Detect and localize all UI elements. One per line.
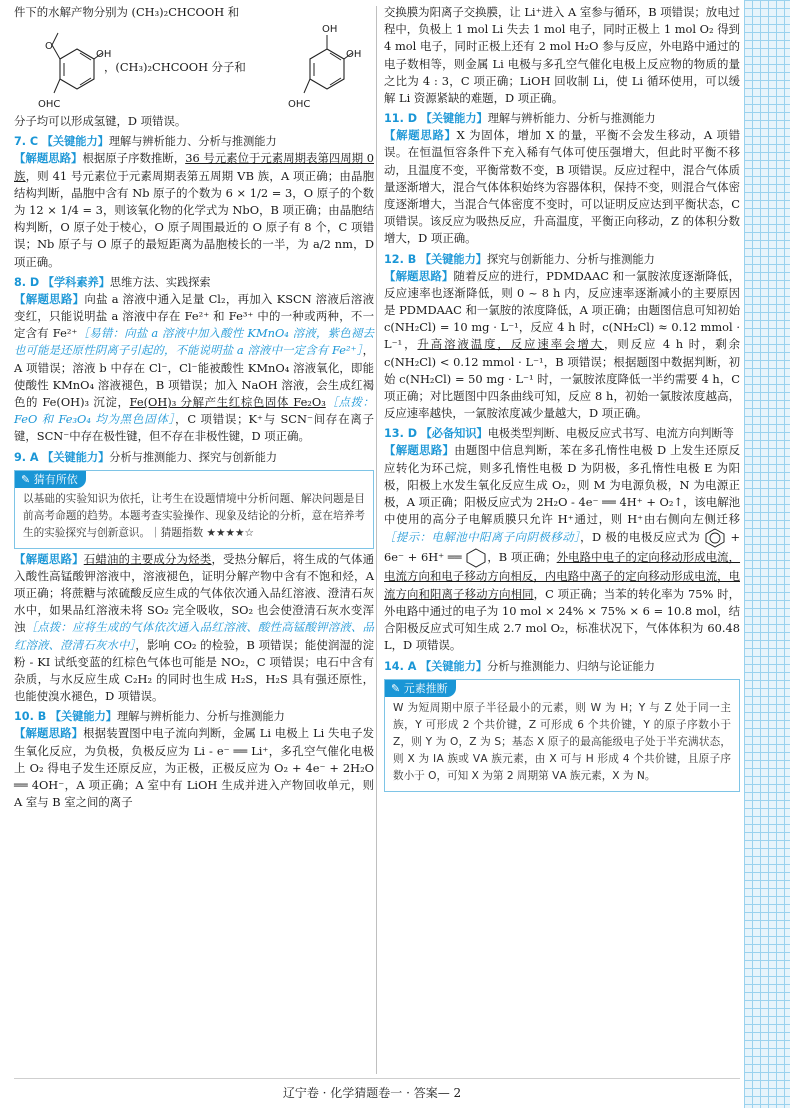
q12-label: 【解题思路】 [384,268,454,283]
q14-tag-text: 分析与推测能力、归纳与论证能力 [487,659,655,673]
q7-solution: 【解题思路】根据原子序数推断，36 号元素位于元素周期表第四周期 0 族，则 41 号元素位于元素周期表第五周期 ⅤB 族，A 项正确；由晶胞结构判断，晶胞中含有 Nb 原子的个数为 6 × 1/2 = 3，O 原子的个数为 12 × 1/4 = 3，则该氧化物的化学式为 NbO，B 项正确；由晶胞结构判断，O 原子处于棱心，O 原子周围最近的 O 原子有 8 个，C 项错误；Nb 原子与 O 原子的最短距离为晶胞棱长的一半，为 a/2 nm，D 项正确。 [14,151,374,269]
mol-oh-label-top: OH [322,24,338,36]
q10-continued: 交换膜为阳离子交换膜，让 Li⁺进入 A 室参与循环，B 项错误；放电过程中，负极上 1 mol Li 失去 1 mol 电子，同时正极上 1 mol O₂ 得到 4 mol 电子，同时正极上还有 2 mol H₂O 参与反应，外电路中通过的电子数相等，则金属 Li 电极与多孔空气催化电极上反应物的物质的量之比为 4 : 3，C 项正确；LiOH 回收制 Li，使 Li 循环使用，可以缓解 Li 资源紧缺的难题，D 项正确。 [384,5,740,106]
q7-header [14,133,374,150]
q7-number: 7. C [14,135,39,149]
page-footer: 辽宁卷 · 化学猜题卷一 · 答案— 2 [282,1086,462,1100]
q10-tag: 【关键能力】 [49,710,117,724]
right-column [384,4,740,794]
molecule-row [14,21,374,113]
lightbulb-icon: ✎ [21,472,34,486]
q8-label: 【解题思路】 [14,291,85,306]
q14-header [384,658,740,675]
intro-line: 件下的水解产物分别为 (CH₃)₂CHCOOH 和 [14,5,240,19]
q9-tag-text: 分析与推测能力、探究与创新能力 [109,450,278,464]
q11-tag: 【关键能力】 [420,112,488,126]
q9-tip-1: ［点拨：应将生成的气体依次通入品红溶液、酸性高锰酸钾溶液、品红溶液、澄清石灰水中］ [14,620,374,652]
q8-number: 8. D [14,275,40,289]
q9-box-body: 以基础的实验知识为依托，让考生在设题情境中分析问题、解决问题是目前高考命题的趋势。本题考查实验操作、现象及结论的分析，意在培养考生的实验探究与创新意识。｜猜题指数 ★★★★☆ [23,492,365,539]
q10-solution: 【解题思路】根据装置图中电子流向判断，金属 Li 电极上 Li 失电子发生氧化反应，为负极，负极反应为 Li - e⁻ ══ Li⁺，多孔空气催化电极上 O₂ 得电子发生还原反应，为正极，正极反应为 O₂ + 4e⁻ + 2H₂O ══ 4OH⁻，A 项正确；A 室中有 LiOH 生成并进入产物回收单元，则 A 室与 B 室之间的离子 [14,726,374,810]
vanillin-structure-right [282,21,362,113]
q14-element-box [384,679,740,792]
q9-box-header: ✎ 猜有所依 [15,471,86,488]
q9-guess-box [14,470,374,549]
mol-ohc-label: OHC [288,99,311,111]
mol-oh-label: OH [346,49,362,61]
q10-header [14,708,374,725]
q10-label: 【解题思路】 [14,726,84,741]
q8-tip-1: ［易错：向盐 a 溶液中加入酸性 KMnO₄ 溶液，紫色褪去也可能是还原性阴离子引起的，不能说明盐 a 溶液中一定含有 Fe²⁺］ [14,326,374,358]
q12-solution: 【解题思路】随着反应的进行，PDMDAAC 和一氯胺浓度逐渐降低，反应速率也逐渐降低，则 0 ~ 8 h 内，反应速率逐渐减小的主要原因是 PDMDAAC 和一氯胺的浓度降低，A 项正确；由题图信息可知初始 c(NH₂Cl) = 10 mg · L⁻¹，反应 4 h 时，c(NH₂Cl) ≈ 0.12 mmol · L⁻¹，升高溶液温度，反应速率会增大，则反应 4 h 时，剩余 c(NH₂Cl) < 0.12 mmol · L⁻¹，B 项错误；根据题图中数据判断，初始 c(NH₂Cl) = 50 mg · L⁻¹ 时，一氯胺浓度降低一半约需要 4 h，C 项正确；对比题图中四条曲线可知，反应 8 h，初始一氯胺浓度越高，反应速率越快，一氯胺浓度减少量越大，D 项正确。 [384,268,740,421]
q9-header [14,449,374,466]
mol-ohc-label: OHC [38,99,61,111]
q8-header [14,274,374,291]
q12-header [384,251,740,268]
q11-number: 11. D [384,112,417,126]
mol-o-label: O [45,41,53,53]
left-column [14,4,374,812]
q13-label: 【解题思路】 [384,443,455,458]
grid-margin-strip [744,0,790,1108]
q8-tag: 【学科素养】 [42,275,110,289]
vanillin-structure-left [32,21,112,113]
q11-tag-text: 理解与辨析能力、分析与推测能力 [487,112,656,126]
footer-rule [14,1078,740,1079]
mol-oh-label: OH [96,49,112,61]
q9-label: 【解题思路】 [14,551,84,566]
q13-header [384,425,740,442]
q14-number: 14. A [384,659,417,673]
q13-tip-1: ［提示：电解池中阳离子向阴极移动］ [384,530,581,545]
q12-number: 12. B [384,252,417,266]
q8-solution: 【解题思路】向盐 a 溶液中通入足量 Cl₂，再加入 KSCN 溶液后溶液变红，只能说明盐 a 溶液中存在 Fe²⁺ 和 Fe³⁺ 中的一种或两种，不一定含有 Fe²⁺［易错：向盐 a 溶液中加入酸性 KMnO₄ 溶液，紫色褪去也可能是还原性阴离子引起的，不能说明盐 a 溶液中一定含有 Fe²⁺］，A 项错误；溶液 b 中存在 Cl⁻，Cl⁻能被酸性 KMnO₄ 溶液氧化，即能使酸性 KMnO₄ 溶液褪色，B 项错误；加入 NaOH 溶液，会生成红褐色的 Fe(OH)₃ 沉淀，Fe(OH)₃ 分解产生红棕色固体 Fe₂O₃［点拨：FeO 和 Fe₃O₄ 均为黑色固体］，C 项错误；K⁺与 SCN⁻间存在离子键，SCN⁻中存在极性键，但不存在非极性键，D 项正确。 [14,291,375,444]
q7-tag-text: 理解与辨析能力、分析与推测能力 [108,135,277,149]
q7-tag: 【关键能力】 [41,135,109,149]
q11-label: 【解题思路】 [384,128,457,143]
q14-box-body: W 为短周期中原子半径最小的元素，则 W 为 H；Y 与 Z 处于同一主族，Y 可形成 2 个共价键，Z 可形成 6 个共价键，Y 的原子序数小于 Z，则 Y 为 O，Z 为 S；基态 X 原子的最高能级电子处于半充满状态，则 X 为 ⅠA 族或 ⅤA 族元素，由 X 可与 H 形成 4 个共价键，且原子序数小于 O，可知 X 为第 2 周期第 ⅤA 族元素，X 为 N。 [393,701,731,782]
column-divider [376,6,377,1074]
q9-tag: 【关键能力】 [42,450,110,464]
q8-tag-text: 思维方法、实践探索 [109,275,211,289]
q14-box-header: ✎ 元素推断 [385,680,456,697]
q11-solution: 【解题思路】X 为固体，增加 X 的量，平衡不会发生移动，A 项错误。在恒温恒容条件下充入稀有气体可使压强增大，但此时平衡不移动，且温度不变，平衡常数不变，B 项错误。反应过程中，混合气体质量逐渐增大，混合气体体积始终为容器体积，保持不变，则混合气体密度逐渐增大，当混合气体密度不变时，可以证明反应达到平衡状态，C 项错误。该反应为吸热反应，升高温度，平衡正向移动，Z 的体积分数增大，D 项正确。 [384,128,740,246]
q9-solution: 【解题思路】石蜡油的主要成分为烃类，受热分解后，将生成的气体通入酸性高锰酸钾溶液中，溶液褪色，证明分解产物中含有不饱和烃，A 项正确；将蔗糖与浓硫酸反应生成的气体依次通入品红溶液、澄清石灰水中，如果品红溶液未将 SO₂ 完全吸收，SO₂ 也会使澄清石灰水变浑浊［点拨：应将生成的气体依次通入品红溶液、酸性高锰酸钾溶液、品红溶液、澄清石灰水中］，影响 CO₂ 的检验，B 项错误；能使润湿的淀粉 - KI 试纸变蓝的红棕色气体也可能是 NO₂，C 项错误；电石中含有杂质，与水反应生成 C₂H₂ 的同时也生成 H₂S，H₂S 具有强还原性，也能使溴水褪色，D 项错误。 [14,551,374,704]
q7-label: 【解题思路】 [14,151,83,166]
q8-tip-2: ［点拨：FeO 和 Fe₃O₄ 均为黑色固体］ [14,395,374,427]
q12-tag-text: 探究与创新能力、分析与推测能力 [486,252,655,266]
pencil-icon: ✎ [391,681,404,695]
q11-header [384,110,740,127]
cyclohexane-ring-icon [465,548,487,568]
molecule-middle-text: ，(CH₃)₂CHCOOH 分子和 [104,60,246,75]
q14-tag: 【关键能力】 [419,659,488,673]
q10-tag-text: 理解与辨析能力、分析与推测能力 [116,710,285,724]
q13-number: 13. D [384,427,417,441]
intro-end: 分子均可以形成氢键，D 项错误。 [14,114,187,129]
q13-solution: 【解题思路】由题图中信息判断，苯在多孔惰性电极 D 上发生还原反应转化为环己烷，则多孔惰性电极 D 为阴极，多孔惰性电极 E 为阳极，阳极上水发生氧化反应生成 O₂，则 M 为电源负极，N 为电源正极，A 项正确；阳极反应式为 2H₂O - 4e⁻ ══ 4H⁺ + O₂↑，该电解池中使用的高分子电解质膜只允许 H⁺通过，则 H⁺由右侧向左侧迁移［提示：电解池中阳离子向阴极移动］，D 极的电极反应式为 + 6e⁻ + 6H⁺ ══ ，B 项正确；外电路中电子的定向移动形成电流，电流方向和电子移动方向相反，内电路中离子的定向移动形成电流，电流方向和阳离子移动方向相同，C 项正确；当苯的转化率为 75% 时，外电路中通过的电子为 10 mol × 24% × 75% × 6 = 10.8 mol，结合阳极反应式可知生成 2.7 mol O₂，标准状况下，气体体积为 60.48 L，D 项错误。 [384,443,741,653]
q13-tag-text: 电极类型判断、电极反应式书写、电流方向判断等 [487,427,734,441]
q13-tag: 【必备知识】 [420,427,488,441]
q10-number: 10. B [14,710,47,724]
benzene-ring-icon [704,528,726,548]
q12-tag: 【关键能力】 [419,252,487,266]
q9-number: 9. A [14,450,39,464]
